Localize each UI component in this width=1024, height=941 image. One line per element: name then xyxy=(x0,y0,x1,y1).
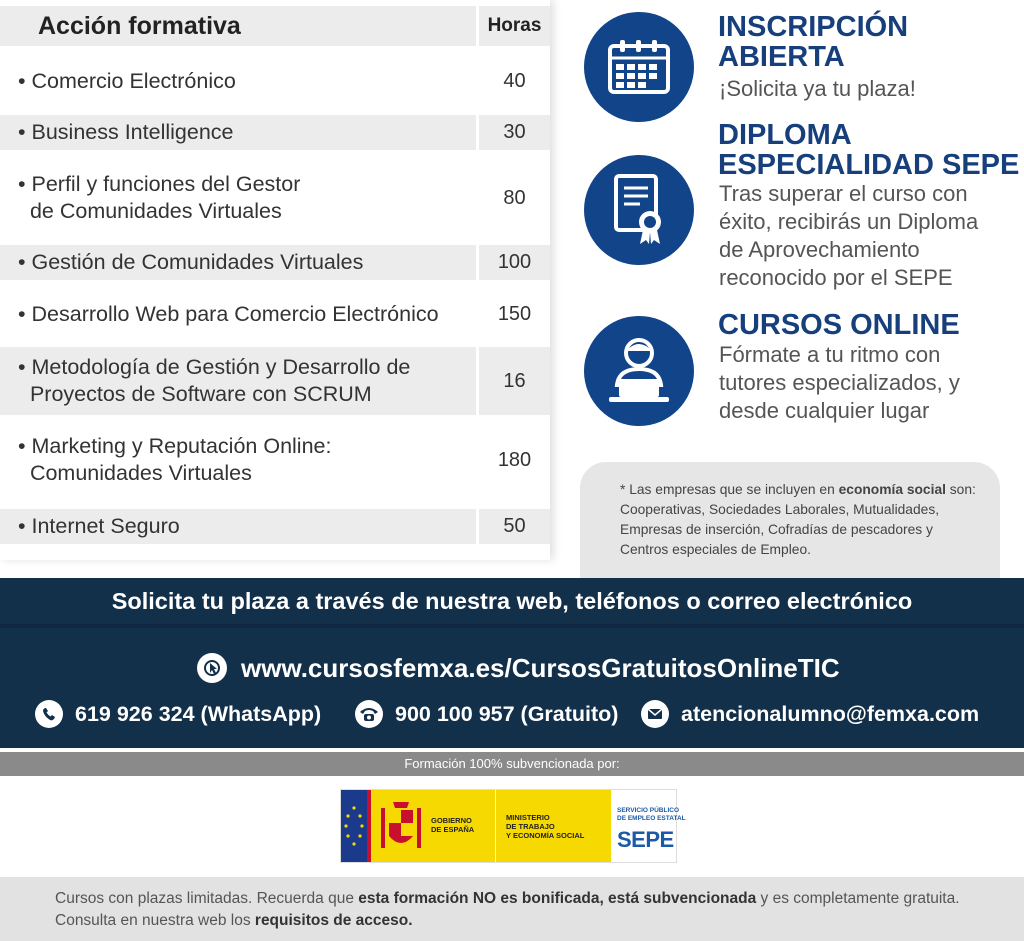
email-contact[interactable] xyxy=(641,697,979,731)
phone-number[interactable]: 900 100 957 (Gratuito) xyxy=(395,701,619,726)
phone-contact[interactable] xyxy=(355,697,618,731)
courses-table xyxy=(0,0,550,560)
course-hours: 50 xyxy=(479,509,550,544)
table-row xyxy=(0,115,550,150)
whatsapp-icon xyxy=(35,700,63,728)
mouse-pointer-icon xyxy=(197,653,227,683)
table-row xyxy=(0,347,550,415)
course-name-line2: Proyectos de Software con SCRUM xyxy=(18,382,372,406)
telephone-icon xyxy=(355,700,383,728)
funding-label: Formación 100% subvencionada por: xyxy=(0,752,1024,776)
course-name: • Internet Seguro xyxy=(18,514,180,538)
website-link[interactable] xyxy=(197,650,840,686)
table-row xyxy=(0,55,550,107)
header-hours: Horas xyxy=(479,6,550,46)
table-row xyxy=(0,158,550,238)
inscription-text: ¡Solicita ya tu plaza! xyxy=(719,76,916,101)
header-course-name: Acción formativa xyxy=(0,6,476,46)
course-hours: 16 xyxy=(479,347,550,415)
course-name: • Gestión de Comunidades Virtuales xyxy=(18,250,364,274)
course-name-line2: de Comunidades Virtuales xyxy=(18,199,282,223)
course-hours: 30 xyxy=(479,115,550,150)
course-hours: 150 xyxy=(497,302,532,325)
table-row xyxy=(0,509,550,544)
whatsapp-contact[interactable] xyxy=(35,697,321,731)
footer-b2: requisitos de acceso. xyxy=(254,912,413,929)
online-title: CURSOS ONLINE xyxy=(718,309,960,341)
course-hours: 80 xyxy=(503,186,526,209)
table-row xyxy=(0,420,550,500)
whatsapp-number[interactable]: 619 926 324 (WhatsApp) xyxy=(75,701,322,726)
sepe-text: SEPE xyxy=(617,827,674,852)
band-divider xyxy=(0,624,1024,628)
diploma-text: Tras superar el curso con éxito, recibirás un Diploma de Aprovechamiento reconocido por el SEPE xyxy=(719,181,979,290)
footer-text xyxy=(55,888,995,932)
calendar-icon xyxy=(584,12,694,122)
ministerio-text: MINISTERIO DE TRABAJO Y ECONOMÍA SOCIAL xyxy=(506,813,585,840)
gobierno-text: GOBIERNO DE ESPAÑA xyxy=(431,816,475,834)
inscription-title: INSCRIPCIÓN ABIERTA xyxy=(718,11,909,73)
course-name: • Business Intelligence xyxy=(18,120,234,144)
diploma-title: DIPLOMA ESPECIALIDAD SEPE xyxy=(718,119,1020,181)
ministerio-logo xyxy=(495,790,611,862)
course-name: • Desarrollo Web para Comercio Electrónico xyxy=(18,301,439,326)
course-hours: 100 xyxy=(479,245,550,280)
course-hours: 40 xyxy=(503,69,526,92)
diploma-icon xyxy=(584,155,694,265)
sepe-logo xyxy=(611,790,686,862)
sepe-small-text: SERVICIO PÚBLICO DE EMPLEO ESTATAL xyxy=(617,807,686,822)
website-url[interactable]: www.cursosfemxa.es/CursosGratuitosOnlineTIC xyxy=(241,652,840,683)
table-header xyxy=(0,6,550,46)
email-address[interactable]: atencionalumno@femxa.com xyxy=(681,701,980,726)
note-prefix: * Las empresas que se incluyen en xyxy=(620,482,839,497)
footer-t1: Cursos con plazas limitadas. Recuerda que xyxy=(55,890,359,907)
course-name: • Perfil y funciones del Gestor xyxy=(18,172,301,196)
course-name: • Marketing y Reputación Online: xyxy=(18,434,332,458)
footer-b1: esta formación NO es bonificada, está subvencionada xyxy=(358,890,757,907)
gobierno-logo xyxy=(367,790,495,862)
contact-title: Solicita tu plaza a través de nuestra web, teléfonos o correo electrónico xyxy=(111,588,913,614)
course-name-line2: Comunidades Virtuales xyxy=(18,461,252,485)
coat-of-arms-icon xyxy=(379,798,423,854)
government-logos xyxy=(340,789,686,863)
course-name: • Metodología de Gestión y Desarrollo de xyxy=(18,355,411,379)
table-row xyxy=(0,288,550,340)
online-text: Fórmate a tu ritmo con tutores especializados, y desde cualquier lugar xyxy=(719,342,960,423)
course-hours: 180 xyxy=(497,448,532,471)
course-name: • Comercio Electrónico xyxy=(18,68,236,93)
footer-t2: y es completamente gratuita. Consulta en nuestra web los xyxy=(55,890,960,929)
note-suffix: son: Cooperativas, Sociedades Laborales, Mutualidades, Empresas de inserción, Cofradías de pescadores y Centros especiales de Empleo. xyxy=(620,482,976,557)
envelope-icon xyxy=(641,700,669,728)
table-row xyxy=(0,245,550,280)
eu-flag-icon xyxy=(341,790,367,862)
online-student-icon xyxy=(584,316,694,426)
social-economy-note xyxy=(580,462,1000,588)
note-bold: economía social xyxy=(838,482,946,497)
